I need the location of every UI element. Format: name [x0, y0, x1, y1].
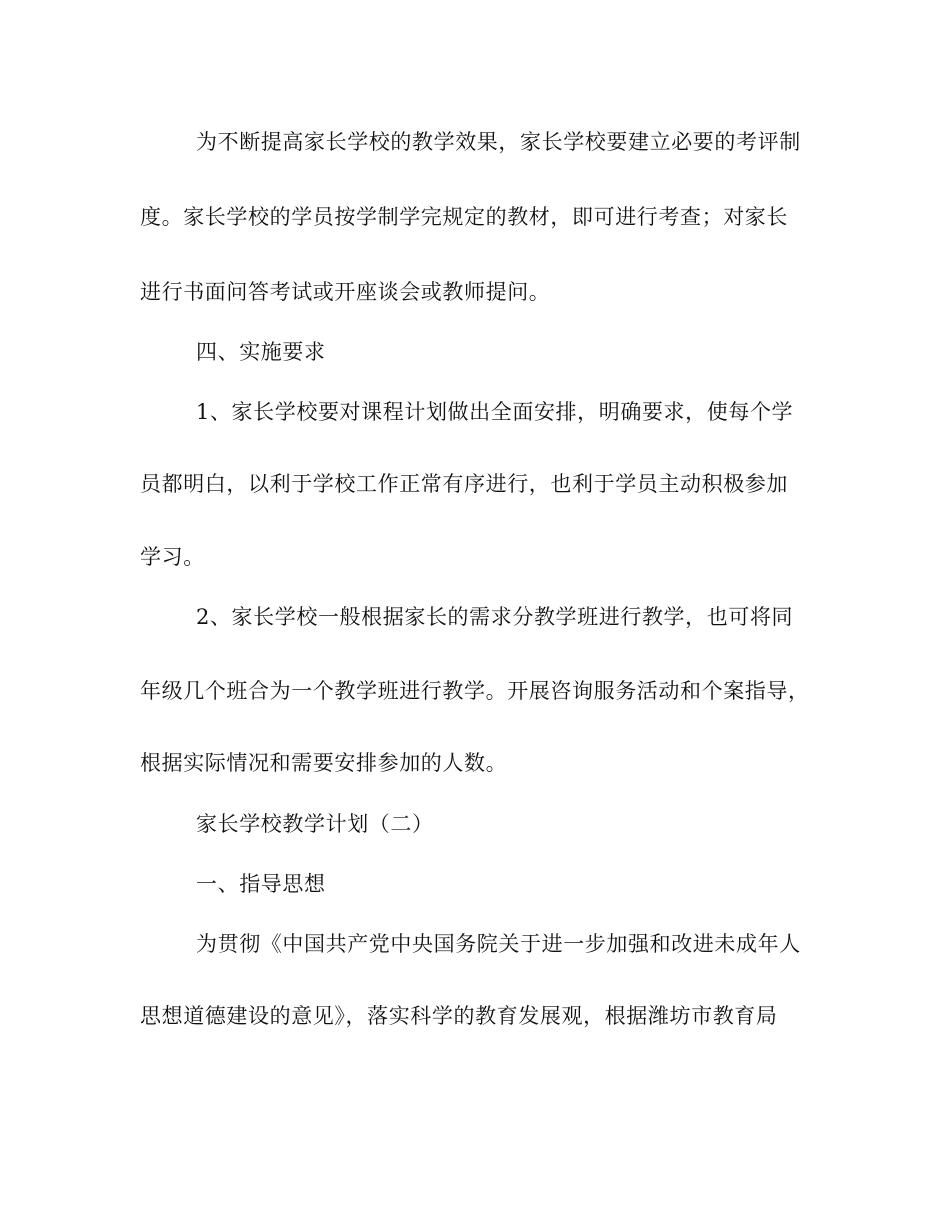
paragraph-line: 2、家长学校一般根据家长的需求分教学班进行教学，也可将同	[196, 605, 794, 629]
paragraph-line: 1、家长学校要对课程计划做出全面安排，明确要求，使每个学	[196, 400, 794, 424]
paragraph-line: 度。家长学校的学员按学制学完规定的教材，即可进行考查；对家长	[140, 205, 788, 229]
section-heading: 一、指导思想	[196, 872, 326, 896]
paragraph-line: 根据实际情况和需要安排参加的人数。	[140, 751, 508, 775]
paragraph-line: 为不断提高家长学校的教学效果，家长学校要建立必要的考评制	[196, 130, 801, 154]
paragraph-line: 进行书面问答考试或开座谈会或教师提问。	[140, 280, 551, 304]
paragraph-line: 学习。	[140, 545, 205, 569]
paragraph-line: 员都明白，以利于学校工作正常有序进行，也利于学员主动积极参加	[140, 472, 788, 496]
section-heading: 四、实施要求	[196, 340, 326, 364]
paragraph-line: 为贯彻《中国共产党中央国务院关于进一步加强和改进未成年人	[196, 932, 801, 956]
document-title: 家长学校教学计划（二）	[196, 812, 434, 836]
paragraph-line: 年级几个班合为一个教学班进行教学。开展咨询服务活动和个案指导，	[140, 679, 810, 703]
paragraph-line: 思想道德建设的意见》，落实科学的教育发展观，根据潍坊市教育局	[140, 1004, 778, 1028]
